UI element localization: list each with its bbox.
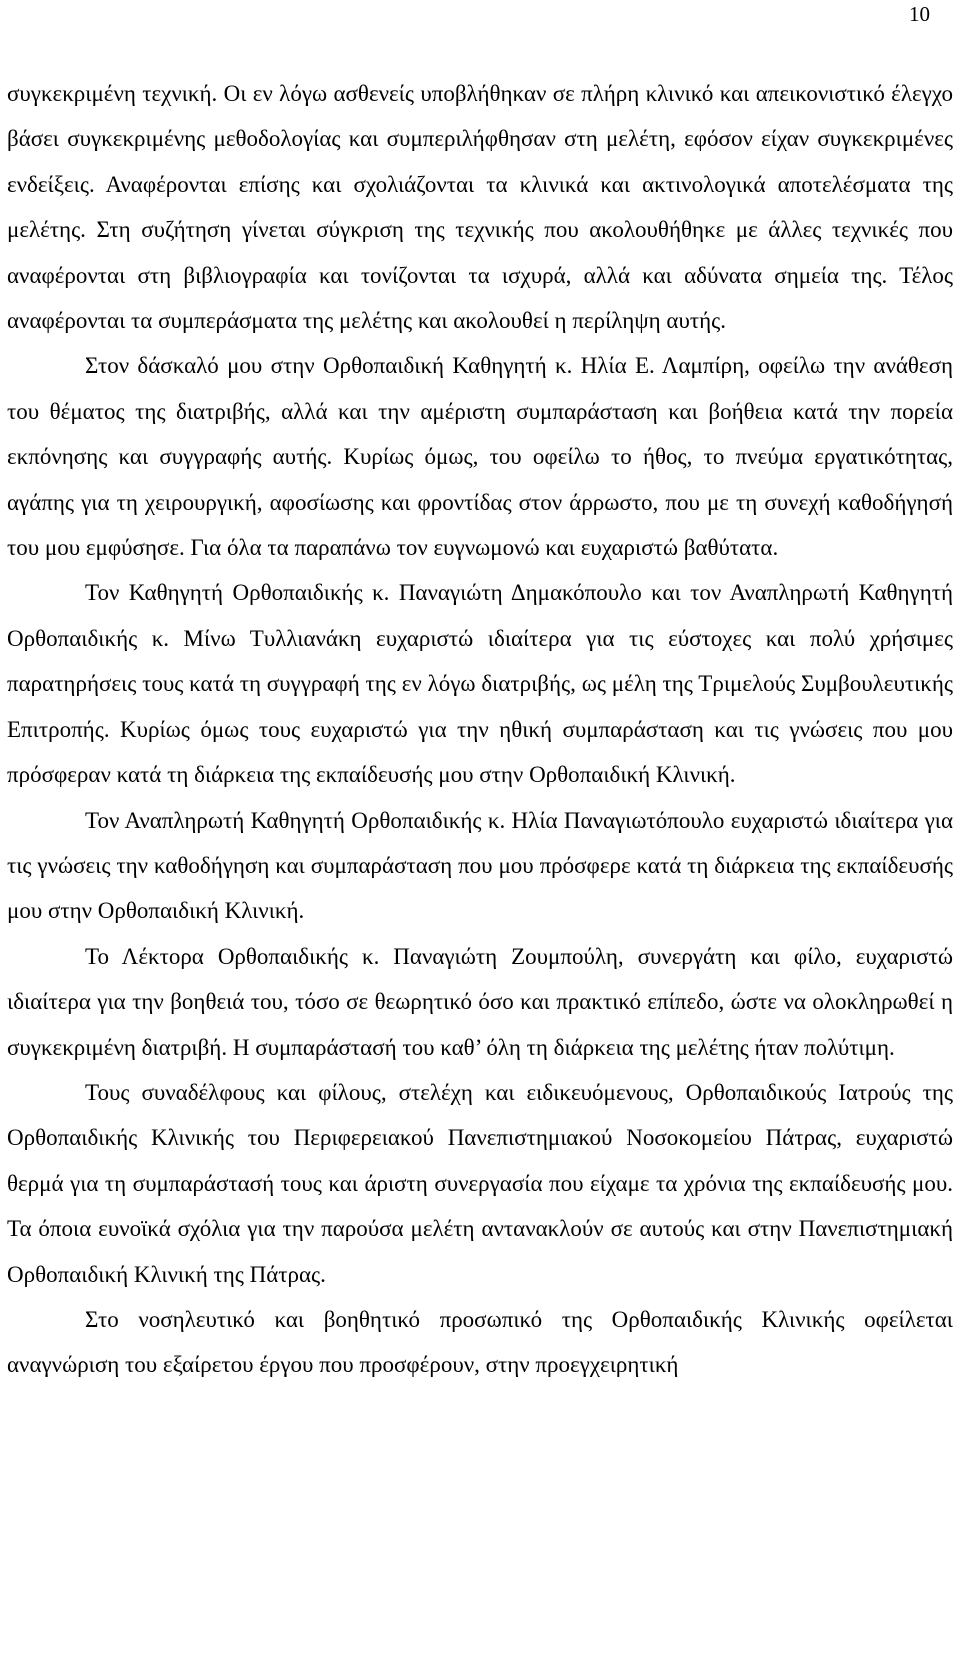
document-body: [7, 71, 953, 1388]
page-number: 10: [909, 2, 930, 26]
paragraph-2: Στον δάσκαλό μου στην Ορθοπαιδική Καθηγητή κ. Ηλία Ε. Λαμπίρη, οφείλω την ανάθεση του θέματος της διατριβής, αλλά και την αμέριστη συμπαράσταση και βοήθεια κατά την πορεία εκπόνησης και συγγραφής αυτής. Κυρίως όμως, του οφείλω το ήθος, το πνεύμα εργατικότητας, αγάπης για τη χειρουργική, αφοσίωσης και φροντίδας στον άρρωστο, που με τη συνεχή καθοδήγησή του μου εμφύσησε. Για όλα τα παραπάνω τον ευγνωμονώ και ευχαριστώ βαθύτατα.: [7, 353, 953, 561]
paragraph-4: Τον Αναπληρωτή Καθηγητή Ορθοπαιδικής κ. Ηλία Παναγιωτόπουλο ευχαριστώ ιδιαίτερα για τις γνώσεις την καθοδήγηση και συμπαράσταση που μου πρόσφερε κατά τη διάρκεια της εκπαίδευσής μου στην Ορθοπαιδική Κλινική.: [7, 807, 953, 924]
paragraph-3: Τον Καθηγητή Ορθοπαιδικής κ. Παναγιώτη Δημακόπουλο και τον Αναπληρωτή Καθηγητή Ορθοπαιδικής κ. Μίνω Τυλλιανάκη ευχαριστώ ιδιαίτερα για τις εύστοχες και πολύ χρήσιμες παρατηρήσεις τους κατά τη συγγραφή της εν λόγω διατριβής, ως μέλη της Τριμελούς Συμβουλευτικής Επιτροπής. Κυρίως όμως τους ευχαριστώ για την ηθική συμπαράσταση και τις γνώσεις που μου πρόσφεραν κατά τη διάρκεια της εκπαίδευσής μου στην Ορθοπαιδική Κλινική.: [7, 580, 953, 788]
paragraph-5: Το Λέκτορα Ορθοπαιδικής κ. Παναγιώτη Ζουμπούλη, συνεργάτη και φίλο, ευχαριστώ ιδιαίτερα για την βοηθειά του, τόσο σε θεωρητικό όσο και πρακτικό επίπεδο, ώστε να ολοκληρωθεί η συγκεκριμένη διατριβή. Η συμπαράστασή του καθ’ όλη τη διάρκεια της μελέτης ήταν πολύτιμη.: [7, 943, 953, 1060]
paragraph-6: Τους συναδέλφους και φίλους, στελέχη και ειδικευόμενους, Ορθοπαιδικούς Ιατρούς της Ορθοπαιδικής Κλινικής του Περιφερειακού Πανεπιστημιακού Νοσοκομείου Πάτρας, ευχαριστώ θερμά για τη συμπαράστασή τους και άριστη συνεργασία που είχαμε τα χρόνια της εκπαίδευσής μου. Τα όποια ευνοϊκά σχόλια για την παρούσα μελέτη αντανακλούν σε αυτούς και στην Πανεπιστημιακή Ορθοπαιδική Κλινική της Πάτρας.: [7, 1079, 953, 1287]
paragraph-7: Στο νοσηλευτικό και βοηθητικό προσωπικό της Ορθοπαιδικής Κλινικής οφείλεται αναγνώριση του εξαίρετου έργου που προσφέρουν, στην προεγχειρητική: [7, 1306, 953, 1378]
paragraph-1: συγκεκριμένη τεχνική. Οι εν λόγω ασθενείς υποβλήθηκαν σε πλήρη κλινικό και απεικονιστικό έλεγχο βάσει συγκεκριμένης μεθοδολογίας και συμπεριλήφθησαν στη μελέτη, εφόσον είχαν συγκεκριμένες ενδείξεις. Αναφέρονται επίσης και σχολιάζονται τα κλινικά και ακτινολογικά αποτελέσματα της μελέτης. Στη συζήτηση γίνεται σύγκριση της τεχνικής που ακολουθήθηκε με άλλες τεχνικές που αναφέρονται στη βιβλιογραφία και τονίζονται τα ισχυρά, αλλά και αδύνατα σημεία της. Τέλος αναφέρονται τα συμπεράσματα της μελέτης και ακολουθεί η περίληψη αυτής.: [7, 81, 953, 334]
